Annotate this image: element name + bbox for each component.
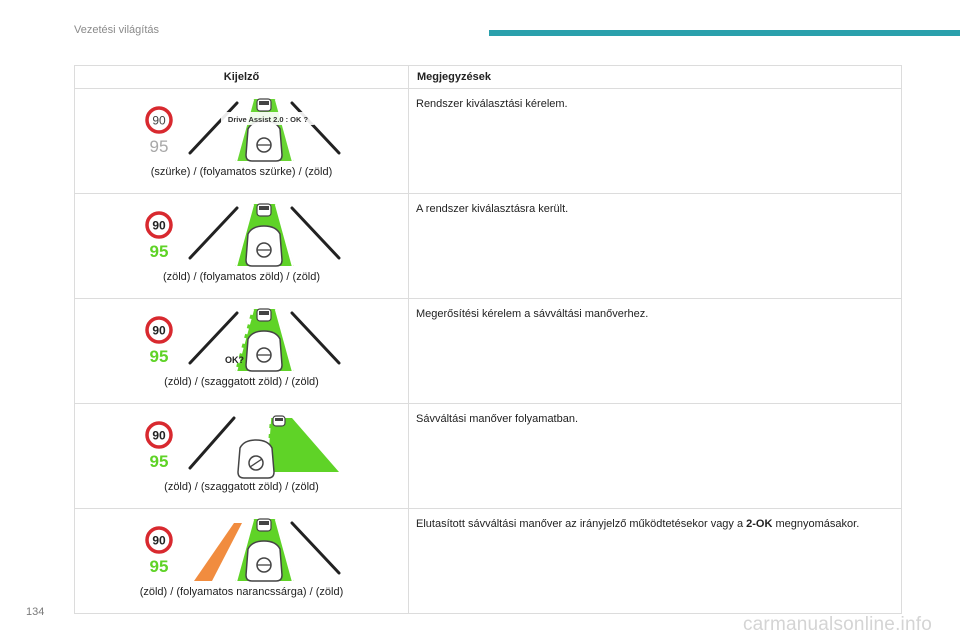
table-row [75,404,902,509]
lane-line-right-icon [292,313,339,363]
driving-assist-illustration [142,515,342,585]
table-row [75,509,902,614]
note-text: Megerősítési kérelem a sávváltási manőverhez. [416,308,649,320]
header-accent-bar [489,30,960,36]
own-vehicle-icon [246,331,282,371]
own-vehicle-icon [246,226,282,266]
note-cell [409,509,902,614]
speed-limit-value: 90 [151,323,166,338]
note-text-end: megnyomásakor. [772,518,860,530]
display-table [74,65,902,614]
driving-assist-illustration [142,305,342,375]
own-vehicle-icon [246,121,282,161]
section-title: Vezetési világítás [74,24,159,36]
lane-line-left-icon [190,418,234,468]
lane-line-right-icon [292,523,339,573]
display-cell [75,299,409,404]
speed-limit-value: 90 [151,218,166,233]
table-row [75,194,902,299]
speed-limit-value: 90 [151,533,166,548]
watermark: carmanualsonline.info [742,614,932,635]
driving-assist-illustration [142,410,342,480]
lane-warning-orange-icon [194,523,242,581]
display-cell [75,404,409,509]
lead-vehicle-icon [257,519,271,531]
display-cell [75,89,409,194]
speed-limit-value: 90 [151,428,166,443]
display-cell [75,194,409,299]
lane-line-right-icon [292,103,339,153]
table-header-row [75,66,902,89]
driving-assist-illustration [142,95,342,165]
note-cell [409,194,902,299]
note-key-reference: 2-OK [746,518,773,530]
note-text [416,518,859,530]
page-number: 134 [26,606,45,618]
own-vehicle-icon [246,541,282,581]
confirmation-badge: Drive Assist 2.0 : OK ? [227,115,308,124]
set-speed-value: 95 [149,452,168,471]
note-text: A rendszer kiválasztásra került. [416,203,569,215]
own-vehicle-icon [238,440,274,478]
display-caption: (zöld) / (szaggatott zöld) / (zöld) [164,376,319,388]
set-speed-value: 95 [149,137,168,156]
display-caption: (zöld) / (szaggatott zöld) / (zöld) [164,481,319,493]
table-row [75,89,902,194]
note-cell [409,299,902,404]
display-cell [75,509,409,614]
set-speed-value: 95 [149,242,168,261]
lane-line-left-icon [190,103,237,153]
lead-vehicle-icon [257,204,271,216]
driving-assist-illustration [142,200,342,270]
note-cell [409,404,902,509]
table-row [75,299,902,404]
column-header-display: Kijelző [75,66,409,89]
lane-line-right-icon [292,208,339,258]
set-speed-value: 95 [149,347,168,366]
lead-vehicle-icon [273,416,285,426]
lane-line-left-icon [190,208,237,258]
note-text-start: Elutasított sávváltási manőver az irányjelző működtetésekor vagy a [416,518,747,530]
speed-limit-value: 90 [151,113,166,128]
confirmation-badge: OK? [224,355,244,365]
display-caption: (zöld) / (folyamatos zöld) / (zöld) [162,271,321,283]
note-text: Sávváltási manőver folyamatban. [416,413,579,425]
note-cell [409,89,902,194]
lead-vehicle-icon [257,309,271,321]
display-caption: (szürke) / (folyamatos szürke) / (zöld) [150,166,333,178]
set-speed-value: 95 [149,557,168,576]
display-caption: (zöld) / (folyamatos narancssárga) / (zöld) [139,586,344,598]
lead-vehicle-icon [257,99,271,111]
column-header-notes: Megjegyzések [409,66,902,89]
note-text: Rendszer kiválasztási kérelem. [416,98,568,110]
